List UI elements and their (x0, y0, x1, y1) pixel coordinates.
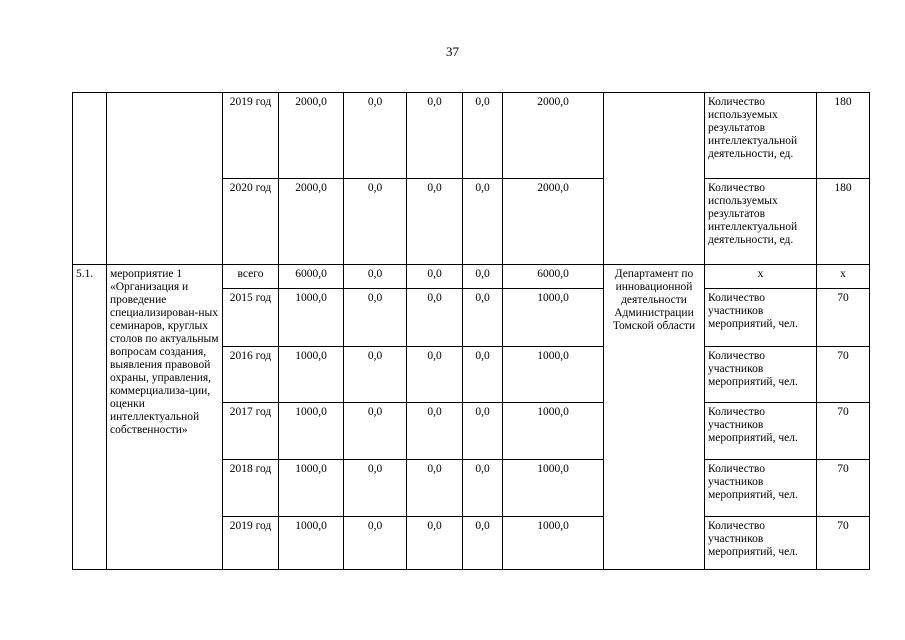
fund-cell: 1000,0 (503, 347, 604, 403)
fund-cell: 1000,0 (503, 403, 604, 460)
indicator-cell: Количество используемых результатов интеллектуальной деятельности, ед. (705, 93, 817, 179)
indicator-value-cell: 70 (817, 517, 870, 570)
indicator-value-cell: 180 (817, 179, 870, 265)
fund-cell: 0,0 (407, 179, 463, 265)
fund-cell: 0,0 (407, 403, 463, 460)
fund-cell: 0,0 (344, 347, 407, 403)
total-cell: 1000,0 (279, 460, 344, 517)
fund-cell: 0,0 (463, 517, 503, 570)
indicator-cell: Количество участников мероприятий, чел. (705, 517, 817, 570)
fund-cell: 1000,0 (503, 289, 604, 347)
name-cell-empty (107, 93, 223, 265)
indicator-cell: Количество участников мероприятий, чел. (705, 460, 817, 517)
year-cell: 2019 год (223, 517, 279, 570)
program-table (72, 92, 870, 570)
fund-cell: 0,0 (407, 460, 463, 517)
year-cell: 2019 год (223, 93, 279, 179)
fund-cell: 0,0 (463, 403, 503, 460)
fund-cell: 0,0 (407, 289, 463, 347)
number-cell-empty (73, 93, 107, 265)
indicator-value-cell: 70 (817, 460, 870, 517)
table-row (73, 265, 870, 289)
fund-cell: 1000,0 (503, 517, 604, 570)
fund-cell: 0,0 (407, 265, 463, 289)
indicator-value-cell: 70 (817, 403, 870, 460)
fund-cell: 0,0 (344, 289, 407, 347)
indicator-value-cell: х (817, 265, 870, 289)
page-number: 37 (446, 44, 459, 59)
indicator-cell: Количество участников мероприятий, чел. (705, 289, 817, 347)
fund-cell: 1000,0 (503, 460, 604, 517)
fund-cell: 0,0 (344, 403, 407, 460)
fund-cell: 0,0 (344, 265, 407, 289)
event-name-cell: мероприятие 1 «Организация и проведение специализирован-ных семинаров, круглых столов по актуальным вопросам создания, выявления правовой охраны, управления, коммерциализа-ции, оценки интеллектуальной собственности» (107, 265, 223, 570)
event-number-cell: 5.1. (73, 265, 107, 570)
total-cell: 1000,0 (279, 403, 344, 460)
fund-cell: 0,0 (463, 265, 503, 289)
fund-cell: 0,0 (407, 93, 463, 179)
total-cell: 1000,0 (279, 347, 344, 403)
total-cell: 1000,0 (279, 517, 344, 570)
indicator-cell: Количество используемых результатов интеллектуальной деятельности, ед. (705, 179, 817, 265)
indicator-value-cell: 70 (817, 289, 870, 347)
fund-cell: 6000,0 (503, 265, 604, 289)
table-row (73, 93, 870, 179)
fund-cell: 0,0 (463, 93, 503, 179)
executor-cell: Департамент по инновационной деятельности Администрации Томской области (604, 265, 705, 570)
year-cell: 2017 год (223, 403, 279, 460)
fund-cell: 0,0 (463, 289, 503, 347)
fund-cell: 0,0 (463, 347, 503, 403)
indicator-value-cell: 70 (817, 347, 870, 403)
year-cell: 2016 год (223, 347, 279, 403)
total-cell: 1000,0 (279, 289, 344, 347)
fund-cell: 0,0 (407, 517, 463, 570)
fund-cell: 0,0 (344, 460, 407, 517)
indicator-cell: Количество участников мероприятий, чел. (705, 403, 817, 460)
fund-cell: 2000,0 (503, 179, 604, 265)
total-cell: 6000,0 (279, 265, 344, 289)
fund-cell: 0,0 (344, 517, 407, 570)
fund-cell: 0,0 (463, 179, 503, 265)
indicator-cell: х (705, 265, 817, 289)
fund-cell: 0,0 (463, 460, 503, 517)
fund-cell: 2000,0 (503, 93, 604, 179)
year-cell: 2015 год (223, 289, 279, 347)
year-cell: 2020 год (223, 179, 279, 265)
year-cell: всего (223, 265, 279, 289)
executor-cell-empty (604, 93, 705, 265)
fund-cell: 0,0 (344, 179, 407, 265)
total-cell: 2000,0 (279, 93, 344, 179)
fund-cell: 0,0 (344, 93, 407, 179)
indicator-value-cell: 180 (817, 93, 870, 179)
fund-cell: 0,0 (407, 347, 463, 403)
indicator-cell: Количество участников мероприятий, чел. (705, 347, 817, 403)
total-cell: 2000,0 (279, 179, 344, 265)
year-cell: 2018 год (223, 460, 279, 517)
